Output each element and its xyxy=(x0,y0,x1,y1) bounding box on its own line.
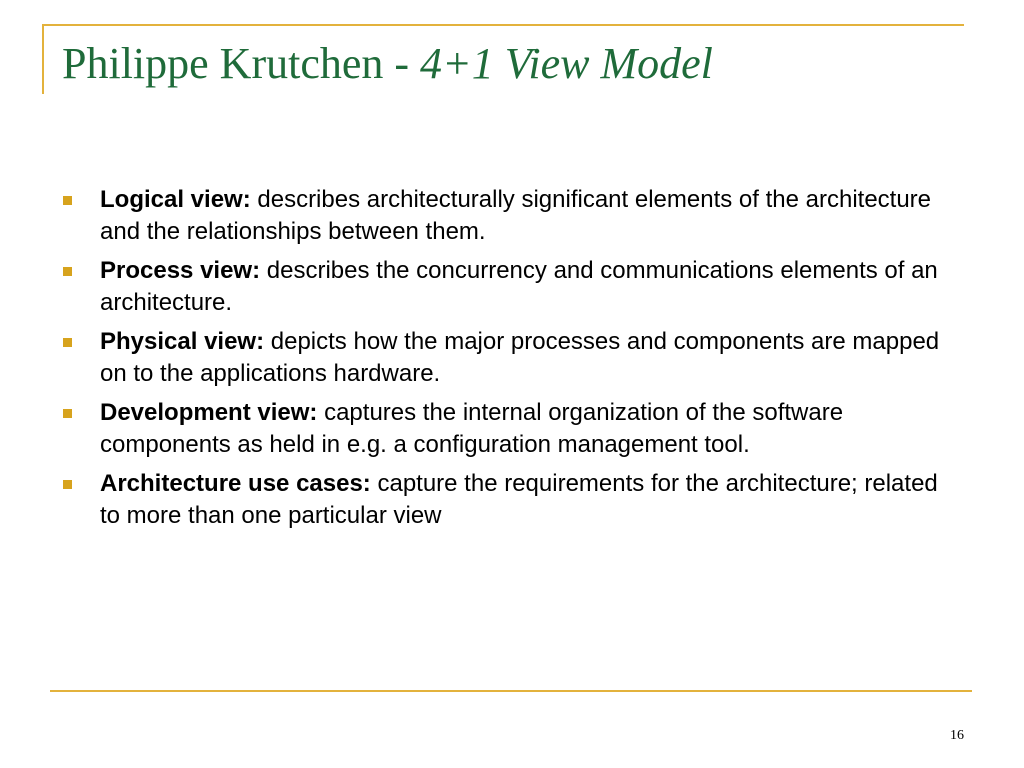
square-bullet-icon xyxy=(63,480,72,489)
title-main-text: Philippe Krutchen - xyxy=(62,39,421,88)
square-bullet-icon xyxy=(63,196,72,205)
bullet-term: Physical view: xyxy=(100,328,265,355)
bullet-description: depicts how the major processes and components are mapped on to the applications hardware. xyxy=(100,328,940,387)
slide-title xyxy=(62,40,713,88)
bullet-description: describes the concurrency and communications elements of an architecture. xyxy=(100,257,938,316)
title-corner-vertical-rule xyxy=(42,24,44,94)
square-bullet-icon xyxy=(63,409,72,418)
bullet-item-architecture-use-cases xyxy=(62,468,942,532)
title-corner-horizontal-rule xyxy=(42,24,964,26)
bullet-item-development-view xyxy=(62,397,942,461)
bullet-list xyxy=(62,184,942,539)
bullet-description: capture the requirements for the architecture; related to more than one particular view xyxy=(100,470,938,529)
bullet-term: Process view: xyxy=(100,257,261,284)
bullet-item-process-view xyxy=(62,255,942,319)
bullet-item-logical-view xyxy=(62,184,942,248)
title-italic-text: 4+1 View Model xyxy=(420,39,713,88)
bullet-term: Logical view: xyxy=(100,186,251,213)
bullet-item-physical-view xyxy=(62,326,942,390)
bullet-term: Architecture use cases: xyxy=(100,470,371,497)
bullet-term: Development view: xyxy=(100,399,318,426)
bullet-description: describes architecturally significant elements of the architecture and the relationships between them. xyxy=(100,186,932,245)
page-number: 16 xyxy=(950,728,964,743)
footer-rule xyxy=(50,690,972,692)
bullet-description: captures the internal organization of the software components as held in e.g. a configuration management tool. xyxy=(100,399,844,458)
square-bullet-icon xyxy=(63,338,72,347)
square-bullet-icon xyxy=(63,267,72,276)
